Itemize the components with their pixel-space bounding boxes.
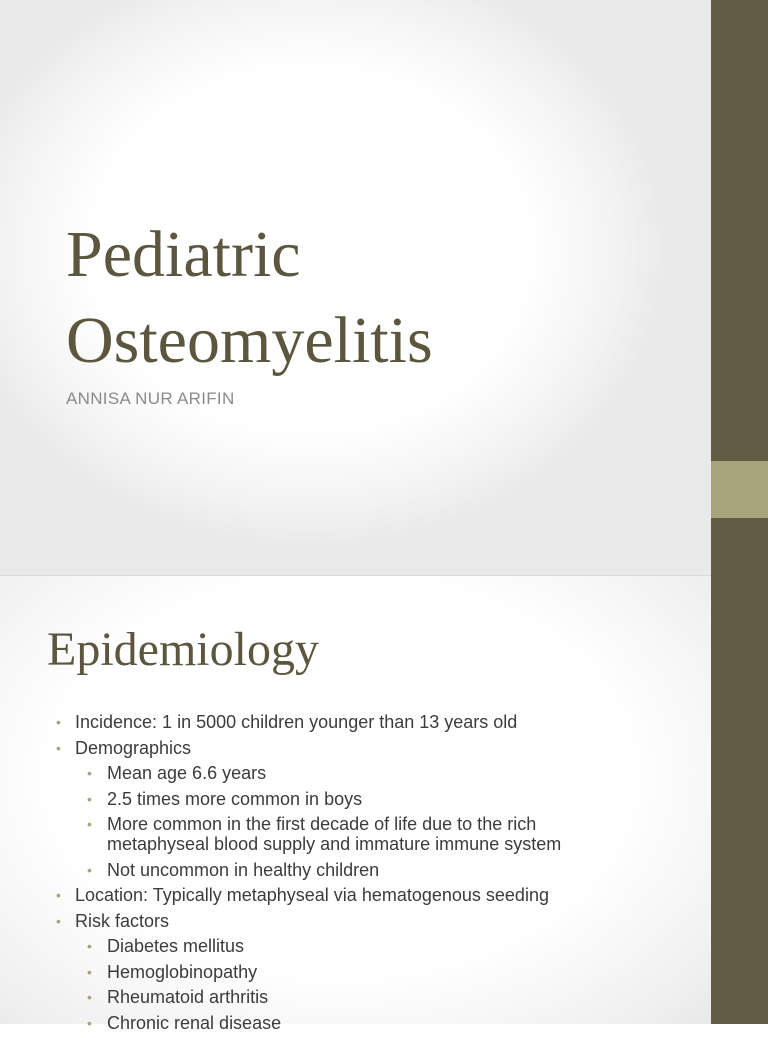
bullet-text: Incidence: 1 in 5000 children younger than 13 years old bbox=[75, 712, 517, 732]
bullet-dot-icon: • bbox=[87, 936, 92, 956]
bullet-text: Mean age 6.6 years bbox=[107, 763, 266, 783]
bullet-dot-icon: • bbox=[56, 738, 61, 758]
bullet-text: Risk factors bbox=[75, 911, 169, 931]
sub-bullet-item bbox=[0, 987, 700, 1013]
bullet-dot-icon: • bbox=[87, 1013, 92, 1033]
sub-bullet-item bbox=[0, 962, 700, 988]
side-accent-block bbox=[711, 461, 768, 518]
bullet-text: Chronic renal disease bbox=[107, 1013, 281, 1033]
bullet-dot-icon: • bbox=[87, 987, 92, 1007]
bullet-text: 2.5 times more common in boys bbox=[107, 789, 362, 809]
bullet-dot-icon: • bbox=[87, 814, 92, 834]
bullet-list bbox=[0, 712, 700, 1038]
slide-title-line2: Osteomyelitis bbox=[66, 304, 433, 377]
bullet-text: Not uncommon in healthy children bbox=[107, 860, 379, 880]
sub-bullet-item bbox=[0, 814, 700, 860]
bullet-item bbox=[0, 738, 700, 764]
bullet-dot-icon: • bbox=[56, 911, 61, 931]
bullet-dot-icon: • bbox=[56, 885, 61, 905]
sub-bullet-item bbox=[0, 860, 700, 886]
bullet-item bbox=[0, 885, 700, 911]
bullet-text: Location: Typically metaphyseal via hematogenous seeding bbox=[75, 885, 549, 905]
bullet-item bbox=[0, 911, 700, 937]
bullet-text: Demographics bbox=[75, 738, 191, 758]
bullet-text: More common in the first decade of life due to the rich metaphyseal blood supply and immature immune system bbox=[107, 814, 561, 854]
section-heading: Epidemiology bbox=[47, 622, 319, 678]
slide-title bbox=[66, 212, 686, 384]
bullet-text: Hemoglobinopathy bbox=[107, 962, 257, 982]
bullet-dot-icon: • bbox=[56, 712, 61, 732]
bullet-dot-icon: • bbox=[87, 789, 92, 809]
bullet-dot-icon: • bbox=[87, 763, 92, 783]
bullet-text: Rheumatoid arthritis bbox=[107, 987, 268, 1007]
slide-subtitle-author: ANNISA NUR ARIFIN bbox=[66, 389, 235, 409]
slide-title-line1: Pediatric bbox=[66, 218, 301, 291]
bullet-dot-icon: • bbox=[87, 962, 92, 982]
bullet-text: Diabetes mellitus bbox=[107, 936, 244, 956]
bullet-dot-icon: • bbox=[87, 860, 92, 880]
sub-bullet-item bbox=[0, 763, 700, 789]
sub-bullet-item bbox=[0, 936, 700, 962]
bullet-item bbox=[0, 712, 700, 738]
sub-bullet-item bbox=[0, 789, 700, 815]
sub-bullet-item bbox=[0, 1013, 700, 1038]
